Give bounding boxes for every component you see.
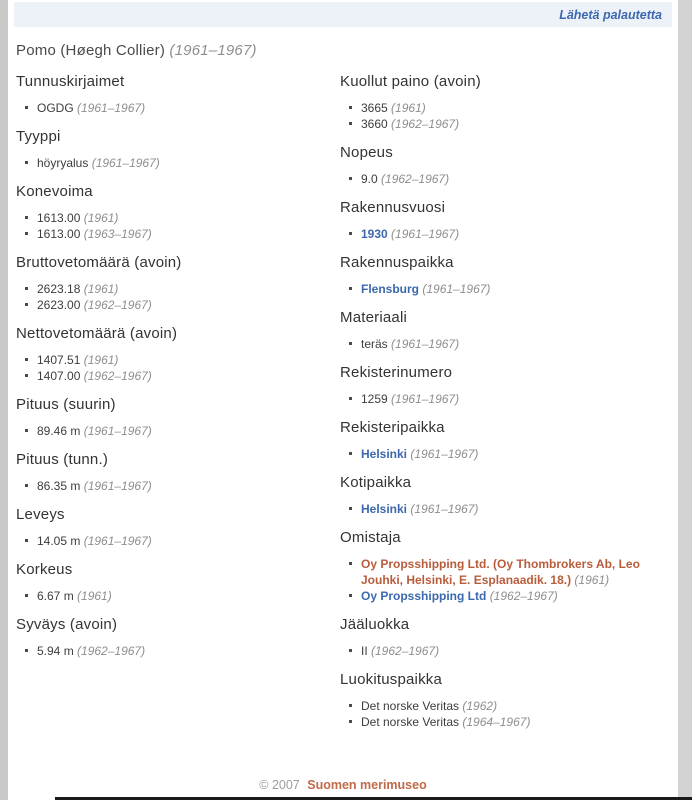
field-value: Det norske Veritas	[361, 715, 460, 729]
field-value: 1613.00	[37, 227, 81, 241]
field-columns	[14, 61, 672, 730]
field-value-item	[348, 588, 672, 604]
value-years: (1962–1967)	[77, 644, 146, 658]
field-value-link[interactable]: 1930	[361, 227, 388, 241]
field-value-item	[348, 226, 672, 242]
field-value-list	[340, 226, 672, 242]
field-value-item	[24, 588, 340, 604]
right-column	[340, 61, 672, 730]
field-value-link[interactable]: Oy Propsshipping Ltd	[361, 589, 487, 603]
field-value: 86.35 m	[37, 479, 81, 493]
value-years: (1961–1967)	[391, 227, 460, 241]
field-value: 1407.00	[37, 369, 81, 383]
field-value-item	[348, 336, 672, 352]
field-value-item	[24, 352, 340, 368]
ship-title-years: (1961–1967)	[169, 42, 257, 59]
field-value-list	[340, 446, 672, 462]
field-section	[340, 419, 672, 462]
field-section	[340, 73, 672, 132]
left-gutter	[0, 0, 8, 800]
field-value-item	[24, 155, 340, 171]
field-value-item	[24, 297, 340, 313]
field-value-item	[24, 423, 340, 439]
field-value: 2623.18	[37, 282, 81, 296]
value-years: (1961–1967)	[410, 502, 479, 516]
field-value-item	[348, 100, 672, 116]
field-label: Konevoima	[16, 183, 93, 200]
field-label: Rekisteripaikka	[340, 419, 445, 436]
field-value-item	[24, 226, 340, 242]
field-value-link[interactable]: Oy Propsshipping Ltd. (Oy Thombrokers Ab, Leo Jouhki, Helsinki, E. Esplanaadik. 18.)	[361, 557, 640, 587]
field-value-list	[16, 643, 340, 659]
field-value-item	[24, 210, 340, 226]
field-value: Det norske Veritas	[361, 699, 460, 713]
field-value: II	[361, 644, 368, 658]
field-value-item	[348, 643, 672, 659]
field-value-item	[24, 100, 340, 116]
field-label: Kotipaikka	[340, 474, 412, 491]
field-value: 2623.00	[37, 298, 81, 312]
museum-link[interactable]: Suomen merimuseo	[307, 778, 427, 792]
field-label: Leveys	[16, 506, 65, 523]
field-value-item	[24, 533, 340, 549]
field-value-item	[24, 643, 340, 659]
field-label: Tunnuskirjaimet	[16, 73, 125, 90]
field-label: Rakennusvuosi	[340, 199, 446, 216]
value-years: (1961)	[77, 589, 112, 603]
field-value-item	[348, 171, 672, 187]
field-value-list	[340, 643, 672, 659]
feedback-bar	[14, 2, 672, 27]
field-value-link[interactable]: Helsinki	[361, 502, 408, 516]
value-years: (1961–1967)	[77, 101, 146, 115]
value-years: (1961)	[574, 573, 610, 587]
right-gutter[interactable]	[678, 0, 692, 800]
value-years: (1962–1967)	[489, 589, 558, 603]
field-label: Syväys (avoin)	[16, 616, 118, 633]
field-value-item	[348, 281, 672, 297]
field-value-list	[16, 478, 340, 494]
field-section	[16, 561, 340, 604]
field-value: 14.05 m	[37, 534, 81, 548]
value-years: (1961–1967)	[83, 479, 152, 493]
field-value: höyryalus	[37, 156, 89, 170]
field-value-list	[340, 281, 672, 297]
field-label: Rekisterinumero	[340, 364, 453, 381]
value-years: (1961)	[83, 353, 119, 367]
field-label: Rakennuspaikka	[340, 254, 454, 271]
field-section	[16, 616, 340, 659]
field-value-item	[348, 116, 672, 132]
field-value-list	[340, 391, 672, 407]
field-value-list	[16, 533, 340, 549]
ship-name: Pomo (Høegh Collier)	[16, 42, 166, 59]
field-section	[340, 144, 672, 187]
value-years: (1962–1967)	[83, 298, 152, 312]
field-value-list	[340, 336, 672, 352]
value-years: (1961–1967)	[83, 534, 152, 548]
field-value: 1613.00	[37, 211, 81, 225]
field-section	[16, 325, 340, 384]
field-section	[340, 616, 672, 659]
field-value: 3660	[361, 117, 388, 131]
value-years: (1961)	[391, 101, 426, 115]
page-title	[16, 42, 672, 59]
value-years: (1964–1967)	[462, 715, 531, 729]
field-section	[340, 309, 672, 352]
field-value-item	[348, 501, 672, 517]
field-value-list	[16, 155, 340, 171]
field-section	[16, 451, 340, 494]
main-content	[8, 0, 678, 800]
field-section	[340, 529, 672, 604]
field-section	[340, 254, 672, 297]
field-value: 6.67 m	[37, 589, 74, 603]
field-section	[16, 73, 340, 116]
field-value-list	[16, 588, 340, 604]
field-section	[16, 183, 340, 242]
field-value-list	[340, 501, 672, 517]
send-feedback-link[interactable]: Lähetä palautetta	[559, 8, 662, 22]
field-label: Pituus (suurin)	[16, 396, 116, 413]
field-label: Kuollut paino (avoin)	[340, 73, 481, 90]
field-section	[340, 474, 672, 517]
field-value-list	[340, 698, 672, 730]
field-value: 89.46 m	[37, 424, 81, 438]
field-value-list	[16, 352, 340, 384]
field-label: Korkeus	[16, 561, 73, 578]
field-value-link[interactable]: Helsinki	[361, 447, 408, 461]
field-section	[340, 671, 672, 730]
field-value-list	[16, 100, 340, 116]
field-value: OGDG	[37, 101, 74, 115]
field-value: 9.0	[361, 172, 378, 186]
value-years: (1961–1967)	[410, 447, 479, 461]
field-section	[16, 506, 340, 549]
field-value: teräs	[361, 337, 388, 351]
field-value: 5.94 m	[37, 644, 74, 658]
field-value: 1407.51	[37, 353, 81, 367]
left-column	[14, 61, 340, 659]
field-section	[16, 254, 340, 313]
field-label: Luokituspaikka	[340, 671, 443, 688]
field-section	[16, 396, 340, 439]
value-years: (1961–1967)	[391, 337, 460, 351]
field-value-list	[16, 281, 340, 313]
field-value-list	[340, 171, 672, 187]
field-label: Nettovetomäärä (avoin)	[16, 325, 178, 342]
value-years: (1962)	[462, 699, 498, 713]
field-value-list	[16, 423, 340, 439]
value-years: (1961)	[83, 211, 119, 225]
value-years: (1962–1967)	[391, 117, 460, 131]
field-value: 3665	[361, 101, 388, 115]
value-years: (1961–1967)	[422, 282, 491, 296]
value-years: (1961–1967)	[391, 392, 460, 406]
field-section	[340, 364, 672, 407]
copyright-text: © 2007	[259, 778, 300, 792]
field-label: Tyyppi	[16, 128, 61, 145]
footer	[8, 778, 678, 792]
field-value-item	[348, 391, 672, 407]
field-value-item	[348, 714, 672, 730]
field-value-item	[348, 446, 672, 462]
field-label: Bruttovetomäärä (avoin)	[16, 254, 182, 271]
value-years: (1961–1967)	[91, 156, 160, 170]
field-value-list	[16, 210, 340, 242]
field-value: 1259	[361, 392, 388, 406]
value-years: (1961–1967)	[83, 424, 152, 438]
field-label: Pituus (tunn.)	[16, 451, 109, 468]
value-years: (1961)	[83, 282, 119, 296]
value-years: (1962–1967)	[381, 172, 450, 186]
field-label: Omistaja	[340, 529, 401, 546]
field-value-link[interactable]: Flensburg	[361, 282, 420, 296]
field-value-list	[340, 100, 672, 132]
field-value-item	[24, 368, 340, 384]
field-value-item	[24, 478, 340, 494]
field-value-item	[348, 556, 672, 588]
field-value-item	[348, 698, 672, 714]
field-section	[340, 199, 672, 242]
field-section	[16, 128, 340, 171]
value-years: (1963–1967)	[83, 227, 152, 241]
field-value-item	[24, 281, 340, 297]
field-label: Nopeus	[340, 144, 393, 161]
field-label: Materiaali	[340, 309, 408, 326]
value-years: (1962–1967)	[83, 369, 152, 383]
field-value-list	[340, 556, 672, 604]
field-label: Jääluokka	[340, 616, 410, 633]
value-years: (1962–1967)	[371, 644, 440, 658]
